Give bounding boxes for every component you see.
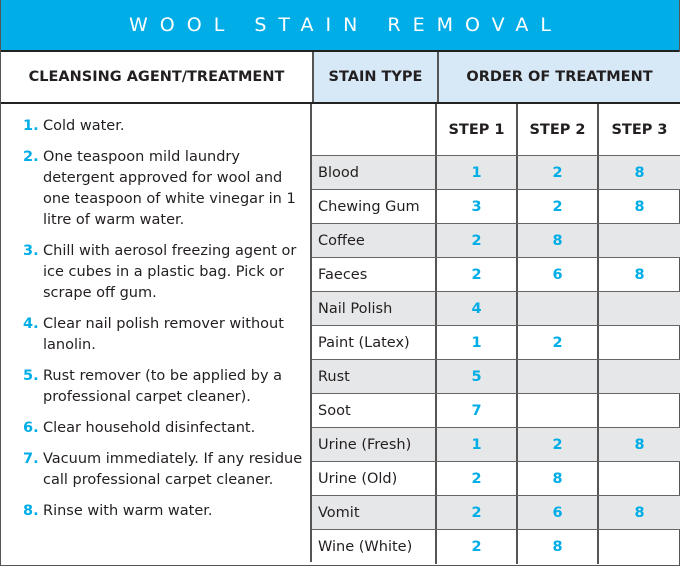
header-step-2: STEP 2 — [518, 104, 599, 155]
agent-number: 8. — [23, 503, 39, 519]
step-2-value — [518, 360, 599, 393]
header-cleansing-agent: CLEANSING AGENT/TREATMENT — [1, 52, 314, 102]
step-2-value — [518, 394, 599, 427]
table-row — [312, 530, 680, 564]
step-1-value: 2 — [437, 258, 518, 291]
agent-text: Chill with aerosol freezing agent or ice cubes in a plastic bag. Pick or scrape off gum. — [43, 243, 297, 301]
header-step-1: STEP 1 — [437, 104, 518, 155]
step-3-value — [599, 360, 680, 393]
agent-number: 6. — [23, 420, 39, 436]
agent-number: 4. — [23, 316, 39, 332]
stain-name: Faeces — [312, 258, 437, 291]
header-order-of-treatment: ORDER OF TREATMENT — [439, 52, 680, 102]
agent-text: Clear household disinfectant. — [43, 420, 256, 436]
step-header-row — [312, 104, 680, 156]
table-row — [312, 258, 680, 292]
step-2-value: 6 — [518, 496, 599, 529]
step-3-value: 8 — [634, 266, 645, 283]
table-row — [312, 326, 680, 360]
agent-item — [23, 116, 310, 137]
step-1-value: 1 — [437, 156, 518, 189]
treatment-table — [1, 52, 680, 564]
agent-text: Vacuum immediately. If any residue call professional carpet cleaner. — [43, 451, 303, 488]
agent-text: One teaspoon mild laundry detergent approved for wool and one teaspoon of white vinegar in 1 litre of warm water. — [43, 149, 296, 228]
step-1-value: 3 — [437, 190, 518, 223]
step-3-value — [599, 292, 680, 325]
step-3-value: 8 — [634, 504, 645, 521]
table-row — [312, 360, 680, 394]
step-3-value — [599, 462, 680, 495]
page-title: WOOL STAIN REMOVAL — [1, 0, 679, 52]
agent-text: Rust remover (to be applied by a professional carpet cleaner). — [43, 368, 283, 405]
step-3-value — [599, 224, 680, 257]
step-2-value: 8 — [518, 224, 599, 257]
step-2-value: 8 — [518, 462, 599, 495]
step-3-value: 8 — [634, 164, 645, 181]
agent-number: 7. — [23, 451, 39, 467]
table-row — [312, 292, 680, 326]
header-row — [1, 52, 680, 104]
agent-number: 3. — [23, 243, 39, 259]
step-1-value: 2 — [437, 224, 518, 257]
stain-name: Urine (Old) — [312, 462, 437, 495]
table-row — [312, 224, 680, 258]
stain-name: Vomit — [312, 496, 437, 529]
agent-item — [23, 418, 310, 439]
step-2-value: 8 — [518, 530, 599, 564]
step-3-value — [599, 326, 680, 359]
agent-item — [23, 241, 310, 304]
stain-table — [312, 104, 680, 564]
step-1-value: 2 — [437, 530, 518, 564]
agent-list — [1, 104, 312, 562]
header-stain-type: STAIN TYPE — [314, 52, 439, 102]
stain-name: Coffee — [312, 224, 437, 257]
stain-name: Blood — [312, 156, 437, 189]
step-1-value: 1 — [437, 326, 518, 359]
agent-number: 5. — [23, 368, 39, 384]
step-1-value: 1 — [437, 428, 518, 461]
agent-item — [23, 501, 310, 522]
agent-number: 1. — [23, 118, 39, 134]
step-1-value: 7 — [437, 394, 518, 427]
stain-name: Nail Polish — [312, 292, 437, 325]
table-row — [312, 190, 680, 224]
step-3-value — [599, 530, 680, 564]
table-row — [312, 156, 680, 190]
agent-number: 2. — [23, 149, 39, 165]
stain-name: Wine (White) — [312, 530, 437, 564]
step-2-value: 6 — [518, 258, 599, 291]
step-3-value: 8 — [634, 436, 645, 453]
stain-name: Urine (Fresh) — [312, 428, 437, 461]
agent-text: Cold water. — [43, 118, 125, 134]
agent-text: Rinse with warm water. — [43, 503, 213, 519]
table-row — [312, 428, 680, 462]
stain-name: Chewing Gum — [312, 190, 437, 223]
table-row — [312, 496, 680, 530]
agent-item — [23, 314, 310, 356]
step-1-value: 4 — [437, 292, 518, 325]
step-1-value: 2 — [437, 462, 518, 495]
step-2-value: 2 — [518, 190, 599, 223]
step-3-value — [599, 394, 680, 427]
stain-name: Rust — [312, 360, 437, 393]
stain-name: Paint (Latex) — [312, 326, 437, 359]
step-2-value: 2 — [518, 428, 599, 461]
step-3-value: 8 — [634, 198, 645, 215]
step-1-value: 2 — [437, 496, 518, 529]
agent-item — [23, 449, 310, 491]
step-2-value: 2 — [518, 326, 599, 359]
table-row — [312, 462, 680, 496]
agent-item — [23, 147, 310, 231]
table-row — [312, 394, 680, 428]
step-1-value: 5 — [437, 360, 518, 393]
agent-text: Clear nail polish remover without lanolin. — [43, 316, 284, 353]
stain-name: Soot — [312, 394, 437, 427]
header-step-3: STEP 3 — [611, 121, 668, 138]
step-2-value: 2 — [518, 156, 599, 189]
agent-item — [23, 366, 310, 408]
step-2-value — [518, 292, 599, 325]
